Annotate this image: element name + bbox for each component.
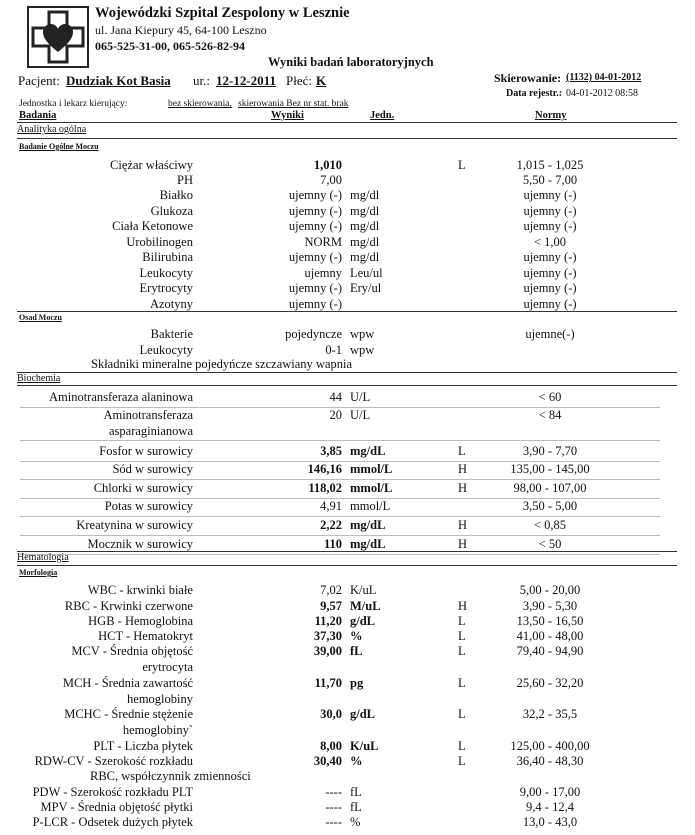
reference-range: ujemny (-) (523, 188, 577, 202)
reference-range: < 0,85 (533, 518, 567, 532)
result-value: ujemny (-) (288, 204, 342, 218)
hospital-logo (27, 6, 89, 68)
test-name: Urobilinogen (126, 235, 193, 249)
reference-range: ujemny (-) (523, 219, 577, 233)
result-unit: mmol/L (350, 499, 391, 513)
result-unit: fL (350, 800, 362, 814)
result-value: 39,00 (313, 644, 342, 658)
test-name-continued: asparaginianowa (109, 424, 193, 438)
result-value: 11,20 (314, 614, 342, 628)
table-row (0, 187, 695, 204)
table-row (0, 517, 695, 534)
reference-range: < 84 (538, 408, 562, 422)
subsection-osad: Osad Moczu (19, 313, 62, 322)
result-value: ujemny (-) (288, 281, 342, 295)
test-name: MCH - Średnia zawartość (62, 676, 193, 690)
divider (17, 138, 677, 139)
row-rule (20, 554, 660, 555)
table-row (0, 280, 695, 297)
born-date: 12-12-2011 (216, 73, 276, 88)
table-row (0, 768, 695, 785)
result-value: 8,00 (320, 739, 342, 753)
born-label: ur.: (193, 73, 210, 88)
test-name: Chlorki w surowicy (93, 481, 193, 495)
test-name: Leukocyty (139, 343, 193, 357)
result-value: 4,91 (320, 499, 342, 513)
result-unit: U/L (350, 390, 371, 404)
patient-name: Dudziak Kot Basia (66, 73, 171, 88)
result-unit: mg/dL (350, 537, 386, 551)
test-name-continued: hemoglobiny` (122, 723, 193, 737)
registration-date: 04-01-2012 08:58 (566, 88, 638, 99)
result-unit: mg/dl (350, 235, 380, 249)
section-analityka: Analityka ogólna (17, 124, 87, 135)
subsection-mocz: Badanie Ogólne Moczu (19, 142, 99, 151)
osad-note: Składniki mineralne pojedyńcze szczawiany wapnia (91, 357, 353, 371)
result-flag: L (458, 158, 466, 172)
reference-range: ujemny (-) (523, 266, 577, 280)
hospital-name: Wojewódzki Szpital Zespolony w Lesznie (95, 5, 350, 21)
test-name: Aminotransferaza alaninowa (48, 390, 193, 404)
result-value: ---- (325, 785, 342, 799)
test-name-continued: erytrocyta (142, 660, 193, 674)
sex-value: K (316, 73, 327, 88)
result-unit: g/dL (350, 614, 376, 628)
divider (17, 385, 677, 386)
reference-range: 36,40 - 48,30 (516, 754, 584, 768)
reference-range: 9,4 - 12,4 (526, 800, 574, 814)
test-name: PH (177, 173, 193, 187)
result-unit: mmol/L (350, 481, 393, 495)
result-flag: H (458, 599, 468, 613)
test-name: Sód w surowicy (112, 462, 193, 476)
result-value: ---- (325, 815, 342, 829)
reference-range: 9,00 - 17,00 (519, 785, 581, 799)
section-hematologia: Hematologia (17, 552, 69, 563)
table-row (0, 326, 695, 343)
result-value: ujemny (304, 266, 342, 280)
result-value: 30,40 (313, 754, 342, 768)
test-name: Leukocyty (139, 266, 193, 280)
reference-range: 32,2 - 35,5 (522, 707, 578, 721)
reference-range: 25,60 - 32,20 (516, 676, 584, 690)
registration-label: Data rejestr.: (506, 88, 563, 99)
reference-range: ujemny (-) (523, 250, 577, 264)
result-unit: Leu/ul (350, 266, 383, 280)
subsection-morfologia: Morfologia (19, 568, 58, 577)
result-unit: mg/dl (350, 188, 380, 202)
test-name: PDW - Szerokość rozkładu PLT (32, 785, 193, 799)
column-unit: Jedn. (370, 110, 395, 121)
test-name-continued: hemoglobiny (127, 692, 193, 706)
test-name: MCV - Średnia objętość (71, 644, 193, 658)
result-unit: fL (350, 785, 362, 799)
result-value: 110 (323, 537, 342, 551)
result-value: ---- (325, 800, 342, 814)
test-name: RBC, współczynnik zmienności (90, 769, 251, 783)
test-name: Bakterie (150, 327, 193, 341)
table-row (0, 407, 695, 438)
result-unit: M/uL (350, 599, 381, 613)
result-flag: L (458, 754, 466, 768)
test-name: Erytrocyty (139, 281, 193, 295)
table-row (0, 706, 695, 737)
referral-value: (1132) 04-01-2012 (566, 72, 642, 83)
divider (17, 565, 677, 566)
result-unit: fL (350, 644, 363, 658)
result-unit: mg/dL (350, 518, 386, 532)
test-name: PLT - Liczba płytek (93, 739, 193, 753)
result-value: 9,57 (320, 599, 342, 613)
result-value: 37,30 (313, 629, 342, 643)
result-value: 7,02 (320, 583, 342, 597)
column-norms: Normy (535, 110, 567, 121)
reference-range: 79,40 - 94,90 (516, 644, 584, 658)
reference-range: < 1,00 (533, 235, 567, 249)
reference-range: 3,90 - 7,70 (522, 444, 578, 458)
result-value: 30,0 (320, 707, 342, 721)
result-value: ujemny (-) (288, 250, 342, 264)
result-unit: mmol/L (350, 462, 393, 476)
result-unit: mg/dl (350, 250, 380, 264)
result-unit: mg/dl (350, 204, 380, 218)
result-flag: H (458, 462, 468, 476)
result-value: 3,85 (320, 444, 342, 458)
test-name: Białko (159, 188, 193, 202)
test-name: Kreatynina w surowicy (76, 518, 193, 532)
referring-unit-label: Jednostka i lekarz kierujący: (19, 99, 128, 109)
result-flag: L (458, 739, 466, 753)
result-flag: L (458, 707, 466, 721)
reference-range: 13,0 - 43,0 (522, 815, 578, 829)
reference-range: 98,00 - 107,00 (513, 481, 587, 495)
divider (17, 551, 677, 552)
reference-range: 13,50 - 16,50 (516, 614, 584, 628)
result-value: ujemny (-) (288, 188, 342, 202)
table-row (0, 582, 695, 599)
reference-range: 125,00 - 400,00 (510, 739, 590, 753)
referring-unit-value: bez skierowania, (168, 99, 232, 109)
result-unit: pg (350, 676, 364, 690)
test-name: Azotyny (149, 297, 193, 311)
result-unit: wpw (350, 343, 375, 357)
result-value: 0-1 (325, 343, 342, 357)
reference-range: < 50 (538, 537, 562, 551)
test-name: Mocznik w surowicy (87, 537, 193, 551)
reference-range: ujemne(-) (525, 327, 575, 341)
result-unit: K/uL (350, 583, 377, 597)
sex-label: Płeć: (286, 73, 312, 88)
test-name: Fosfor w surowicy (99, 444, 193, 458)
result-unit: Ery/ul (350, 281, 382, 295)
test-name: Bilirubina (142, 250, 193, 264)
divider (17, 372, 677, 373)
row-rule (20, 440, 660, 441)
table-row (0, 675, 695, 706)
table-row (0, 249, 695, 266)
divider (17, 311, 677, 312)
result-flag: H (458, 481, 468, 495)
table-row (0, 218, 695, 235)
reference-range: 5,00 - 20,00 (519, 583, 581, 597)
result-value: 2,22 (320, 518, 342, 532)
result-unit: U/L (350, 408, 371, 422)
test-name: WBC - krwinki białe (87, 583, 193, 597)
reference-range: ujemny (-) (523, 204, 577, 218)
reference-range: 5,50 - 7,00 (522, 173, 578, 187)
reference-range: ujemny (-) (523, 297, 577, 311)
result-unit: % (350, 815, 361, 829)
table-row (0, 498, 695, 515)
hospital-address: ul. Jana Kiepury 45, 64-100 Leszno (95, 23, 267, 37)
result-unit: K/uL (350, 739, 379, 753)
table-row (0, 389, 695, 406)
column-tests: Badania (19, 110, 57, 121)
result-flag: L (458, 644, 466, 658)
test-name: RBC - Krwinki czerwone (64, 599, 193, 613)
test-name: Aminotransferaza (103, 408, 193, 422)
column-results: Wyniki (271, 110, 304, 121)
section-biochemia: Biochemia (17, 373, 61, 384)
document-title: Wyniki badań laboratoryjnych (268, 55, 434, 69)
header-divider (17, 122, 677, 123)
table-row (0, 443, 695, 460)
result-unit: mg/dL (350, 444, 386, 458)
result-flag: H (458, 518, 468, 532)
result-value: 118,02 (308, 481, 342, 495)
result-unit: mg/dl (350, 219, 380, 233)
result-flag: L (458, 614, 466, 628)
test-name: MPV - Średnia objętość płytki (40, 800, 193, 814)
result-value: pojedyncze (285, 327, 342, 341)
test-name: Potas w surowicy (104, 499, 193, 513)
reference-range: ujemny (-) (523, 281, 577, 295)
test-name: MCHC - Średnie stężenie (64, 707, 193, 721)
result-unit: % (350, 629, 363, 643)
table-row (0, 480, 695, 497)
result-flag: L (458, 444, 466, 458)
result-value: ujemny (-) (288, 297, 342, 311)
reference-range: 1,015 - 1,025 (516, 158, 584, 172)
result-value: 146,16 (307, 462, 342, 476)
reference-range: 41,00 - 48,00 (516, 629, 584, 643)
test-name: HGB - Hemoglobina (88, 614, 193, 628)
result-flag: L (458, 676, 466, 690)
table-row (0, 643, 695, 674)
patient-label: Pacjent: (18, 73, 60, 88)
reference-range: 3,90 - 5,30 (522, 599, 578, 613)
referral-label: Skierowanie: (494, 71, 562, 85)
test-name: P-LCR - Odsetek dużych płytek (32, 815, 193, 829)
reference-range: 3,50 - 5,00 (522, 499, 578, 513)
referring-doctor-value: skierowania Bez nr stat. brak (238, 99, 349, 109)
result-value: 20 (329, 408, 342, 422)
test-name: Ciężar właściwy (110, 158, 193, 172)
result-unit: % (350, 754, 363, 768)
result-value: 1,010 (313, 158, 342, 172)
result-value: ujemny (-) (288, 219, 342, 233)
test-name: Glukoza (150, 204, 193, 218)
table-row (0, 814, 695, 831)
result-unit: g/dL (350, 707, 376, 721)
result-value: NORM (304, 235, 342, 249)
result-flag: L (458, 629, 466, 643)
result-value: 44 (329, 390, 342, 404)
reference-range: < 60 (538, 390, 562, 404)
hospital-phones: 065-525-31-00, 065-526-82-94 (95, 39, 245, 53)
result-flag: H (458, 537, 468, 551)
result-value: 11,70 (314, 676, 342, 690)
test-name: Ciała Ketonowe (112, 219, 193, 233)
reference-range: 135,00 - 145,00 (510, 462, 590, 476)
result-value: 7,00 (320, 173, 342, 187)
result-unit: wpw (350, 327, 375, 341)
table-row (0, 461, 695, 478)
test-name: RDW-CV - Szerokość rozkładu (34, 754, 193, 768)
test-name: HCT - Hematokryt (98, 629, 193, 643)
